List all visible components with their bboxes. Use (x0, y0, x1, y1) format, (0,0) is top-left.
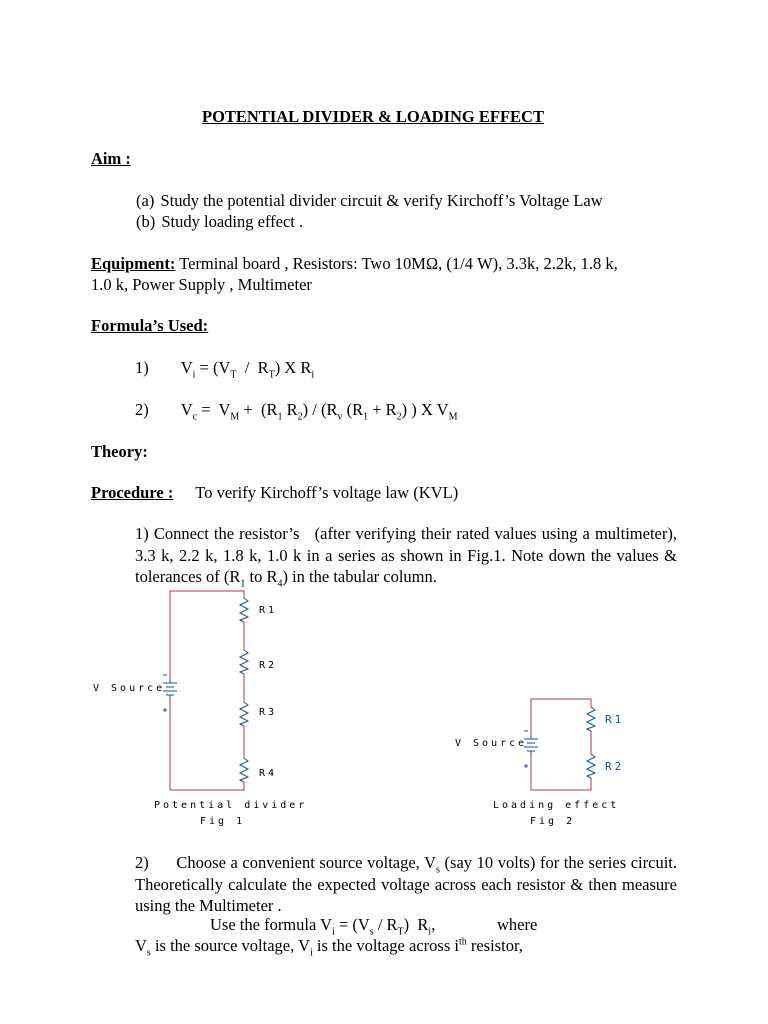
aim-item-b-label: (b) (136, 212, 156, 231)
step-1-sub-1: 1 (240, 578, 246, 590)
fig2-label-r1: R1 (605, 713, 625, 726)
aim-heading: Aim : (91, 149, 131, 168)
formula-1-sub-b: T (230, 369, 237, 381)
formula-2-sub-e: v (337, 411, 343, 423)
formula-2-sub-f: 1 (363, 411, 369, 423)
formula-2-part-f: (R (342, 400, 364, 419)
last-line-a: V (135, 936, 147, 955)
fig2-wire (531, 699, 591, 790)
fig1-resistor-r2 (240, 650, 248, 674)
aim-item-a-label: (a) (136, 191, 155, 210)
formula-line-sub-c: T (397, 926, 404, 938)
formula-2-part-h: ) ) X V (401, 400, 449, 419)
last-line (135, 936, 523, 959)
fig2-resistor-r1 (587, 707, 595, 731)
fig2-caption: Loading effect (493, 800, 620, 811)
formula-2-sub-d: 2 (297, 411, 303, 423)
fig2-label-r2: R2 (605, 760, 625, 773)
formula-line-c: / R (373, 915, 398, 934)
equipment-line-2: 1.0 k, Power Supply , Multimeter (91, 275, 312, 294)
aim-item-b-text: Study loading effect . (161, 212, 304, 231)
formulas-heading: Formula’s Used: (91, 316, 209, 335)
fig1-label-r4: R4 (259, 768, 278, 779)
fig2-source-label: V Source (455, 738, 528, 749)
step-1-text-c: ) in the tabular column. (282, 567, 437, 586)
step-2-text-a: 2) Choose a convenient source voltage, V (135, 853, 437, 872)
fig1-resistor-r4 (240, 758, 248, 782)
formula-1-sub-c: T (268, 369, 275, 381)
fig2-resistor-r2 (587, 754, 595, 778)
fig1-number: Fig 1 (200, 816, 246, 827)
fig1-wire (170, 591, 244, 790)
equipment-heading: Equipment: (91, 254, 176, 273)
fig1-source-label: V Source (93, 683, 166, 694)
formula-1-sub-a: i (192, 369, 196, 381)
step-1-sub-2: 4 (277, 578, 283, 590)
formula-1-sub-d: i (311, 369, 315, 381)
formula-line-b: = (V (334, 915, 370, 934)
formula-2-sub-c: 1 (277, 411, 283, 423)
formula-line-sub-a: i (332, 926, 335, 938)
last-line-sup-c: th (458, 936, 467, 948)
fig1-resistor-r3 (240, 702, 248, 726)
aim-item-a-text: Study the potential divider circuit & verify Kirchoff’s Voltage Law (160, 191, 603, 210)
procedure-step-2 (135, 852, 677, 917)
formula-1-part-c: / R (236, 358, 269, 377)
last-line-d: resistor, (466, 936, 523, 955)
fig2-number: Fig 2 (530, 816, 576, 827)
procedure-heading: Procedure : (91, 483, 174, 502)
page-title: POTENTIAL DIVIDER & LOADING EFFECT (202, 107, 544, 126)
formula-line (210, 915, 436, 938)
formula-2-sub-g: 2 (396, 411, 402, 423)
formula-2-sub-h: M (448, 411, 458, 423)
formula-1-number: 1) (135, 358, 149, 377)
fig1-circuit (163, 591, 248, 790)
formula-1-part-d: ) X R (274, 358, 312, 377)
formula-2-part-d: R (282, 400, 298, 419)
step-1-text-a: 1) Connect the resistor’s (after verifying their rated values using a multimeter), 3.3 k, 2.2 k, 1.8 k, 1.0 k in a series as shown in Fig.1. Note down the values & tolerances of (R (135, 524, 682, 586)
last-line-sub-b: i (310, 947, 313, 959)
equipment-text-1: Terminal board , Resistors: Two 10MΩ, (1/4 W), 3.3k, 2.2k, 1.8 k, (179, 254, 618, 273)
fig1-label-r2: R2 (259, 660, 278, 671)
fig1-resistor-r1 (240, 598, 248, 622)
formula-2-sub-b: M (230, 411, 240, 423)
formula-2-sub-a: c (192, 411, 198, 423)
theory-heading: Theory: (91, 442, 148, 461)
formula-line-a: Use the formula V (210, 915, 333, 934)
formula-2-part-b: = V (197, 400, 231, 419)
step-2-text-b: (say 10 volts) for the series circuit. Theoretically calculate the expected voltage across each resistor & then measure using the Multimeter . (135, 853, 678, 915)
formula-2-part-c: + (R (239, 400, 278, 419)
formula-1-part-a: V (180, 358, 193, 377)
fig1-label-r1: R1 (259, 605, 278, 616)
formula-1-part-b: = (V (195, 358, 231, 377)
formula-line-d: ) R (403, 915, 429, 934)
fig1-label-r3: R3 (259, 707, 278, 718)
last-line-b: is the source voltage, V (150, 936, 310, 955)
fig1-caption: Potential divider (154, 800, 308, 811)
formula-line-sub-b: s (369, 926, 374, 938)
fig2-circuit (524, 699, 595, 790)
step-1-text-b: to R (245, 567, 278, 586)
formula-line-sub-d: i (428, 926, 432, 938)
formula-line-e: , (431, 915, 436, 934)
last-line-c: is the voltage across i (312, 936, 459, 955)
step-2-sub-1: s (436, 864, 440, 876)
procedure-intro: To verify Kirchoff’s voltage law (KVL) (195, 483, 459, 502)
formula-2-part-a: V (180, 400, 193, 419)
formula-2-number: 2) (135, 400, 149, 419)
formula-line-where: where (497, 915, 538, 934)
formula-2-part-e: ) / (R (302, 400, 338, 419)
last-line-sub-a: s (146, 947, 151, 959)
formula-2-part-g: + R (368, 400, 397, 419)
